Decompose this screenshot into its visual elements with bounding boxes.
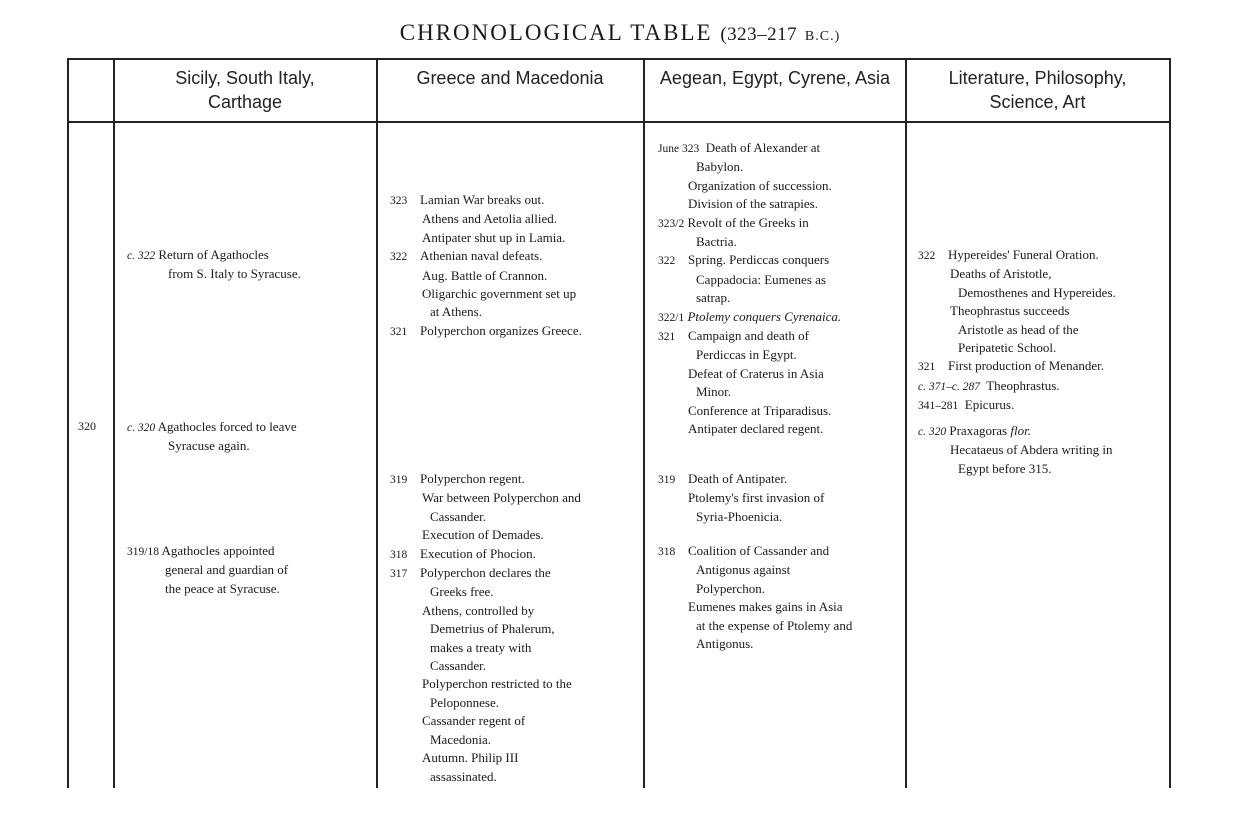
entry-text: flor.: [1010, 423, 1031, 438]
entry-text: Epicurus.: [964, 397, 1015, 413]
entry-text: Peripatetic School.: [958, 340, 1057, 356]
entry-year: c. 320: [127, 422, 156, 434]
header-greece: Greece and Macedonia: [416, 68, 604, 88]
entry-text: Antigonus against: [696, 562, 791, 578]
entry-text: at the expense of Ptolemy and: [696, 617, 853, 633]
col4-entry: [918, 422, 1112, 478]
entry-year: 322: [390, 251, 408, 264]
entry-text: Oligarchic government set up: [422, 286, 577, 302]
entry-text: Campaign and death of: [688, 328, 809, 344]
title-main: CHRONOLOGICAL TABLE: [399, 20, 713, 45]
entry-text: Death of Antipater.: [688, 471, 788, 486]
entry-year: 317: [390, 568, 408, 581]
entry-text: Defeat of Craterus in Asia: [688, 365, 824, 381]
entry-text: Minor.: [696, 384, 732, 400]
entry-year: 322: [918, 250, 936, 262]
table-left-border: [67, 58, 69, 788]
entry-year: 321: [918, 361, 936, 374]
entry-text: Lamian War breaks out.: [420, 192, 545, 207]
entry-text: Demosthenes and Hypereides.: [958, 284, 1116, 300]
entry-year: c. 371–c. 287: [918, 380, 980, 393]
entry-text: Macedonia.: [430, 731, 492, 747]
entry-text: Ptolemy conquers Cyrenaica.: [687, 308, 842, 324]
entry-text: Antipater shut up in Lamia.: [422, 229, 566, 245]
entry-text: Praxagoras: [949, 423, 1008, 438]
column-divider-2: [376, 58, 378, 788]
entry-year: 323: [390, 195, 408, 207]
entry-text: Hypereides' Funeral Oration.: [948, 247, 1099, 262]
table-top-rule: [67, 58, 1170, 60]
col4-entry: [918, 246, 1116, 416]
col3-entry: [658, 470, 824, 526]
page-title: [0, 20, 1240, 46]
entry-text: Return of Agathocles: [158, 247, 269, 262]
entry-text: Antipater declared regent.: [688, 421, 824, 437]
column-divider-1: [113, 58, 115, 788]
header-sicily: Sicily, South Italy, Carthage: [175, 68, 315, 112]
entry-year: 321: [658, 331, 676, 344]
entry-text: Eumenes makes gains in Asia: [688, 599, 843, 615]
entry-year: c. 320: [918, 426, 947, 438]
header-aegean: Aegean, Egypt, Cyrene, Asia: [659, 68, 891, 88]
entry-year: 322: [658, 255, 676, 268]
entry-year: 322/1: [658, 311, 685, 324]
entry-text: Hecataeus of Abdera writing in: [950, 442, 1113, 458]
entry-year: 341–281: [918, 400, 959, 413]
entry-text: Polyperchon organizes Greece.: [420, 322, 582, 338]
entry-text: Conference at Triparadisus.: [688, 402, 832, 418]
entry-text: Cassander.: [430, 508, 486, 524]
entry-text: First production of Menander.: [948, 358, 1104, 374]
entry-text: Egypt before 315.: [958, 460, 1052, 476]
column-divider-3: [643, 58, 645, 788]
entry-text: Deaths of Aristotle,: [950, 266, 1052, 282]
entry-year: 319/18: [127, 546, 159, 558]
entry-text: Antigonus.: [696, 636, 754, 652]
table-header-rule: [67, 121, 1170, 123]
entry-text: Death of Alexander at: [705, 140, 821, 155]
entry-text: Polyperchon regent.: [420, 471, 525, 486]
entry-text: Cassander.: [430, 658, 486, 674]
entry-text: Spring. Perdiccas conquers: [688, 252, 830, 268]
entry-year: 321: [390, 325, 408, 338]
entry-text: Syria-Phoenicia.: [696, 508, 783, 524]
entry-text: makes a treaty with: [430, 639, 532, 655]
entry-text: Cassander regent of: [422, 713, 526, 729]
entry-year: June 323: [658, 143, 700, 155]
table-right-border: [1169, 58, 1171, 788]
entry-text: Peloponnese.: [430, 694, 499, 710]
entry-text: Demetrius of Phalerum,: [430, 621, 555, 637]
entry-text: Coalition of Cassander and: [688, 543, 830, 558]
entry-text: Aug. Battle of Crannon.: [422, 267, 548, 283]
entry-text: general and guardian of: [165, 562, 289, 578]
entry-text: War between Polyperchon and: [422, 490, 581, 506]
entry-text: Execution of Phocion.: [420, 545, 536, 561]
col2-entry: [390, 191, 582, 341]
entry-year: 319: [658, 474, 676, 486]
entry-text: Polyperchon restricted to the: [422, 676, 572, 692]
entry-text: Athens, controlled by: [422, 602, 535, 618]
entry-text: Organization of succession.: [688, 177, 832, 193]
col2-entry: [390, 470, 581, 786]
title-range: (323–217: [720, 24, 798, 45]
entry-text: assassinated.: [430, 768, 497, 784]
entry-text: the peace at Syracuse.: [165, 580, 280, 596]
column-divider-4: [905, 58, 907, 788]
entry-text: Athens and Aetolia allied.: [422, 211, 558, 227]
entry-text: Greeks free.: [430, 584, 494, 600]
col1-entry: [127, 246, 301, 284]
entry-year: 318: [390, 548, 408, 561]
entry-text: Aristotle as head of the: [958, 321, 1079, 337]
entry-text: Division of the satrapies.: [688, 196, 818, 212]
header-literature: Literature, Philosophy, Science, Art: [948, 68, 1127, 112]
col1-entry: [127, 542, 288, 598]
entry-year: 318: [658, 546, 676, 558]
entry-text: Syracuse again.: [168, 438, 250, 454]
entry-text: Athenian naval defeats.: [420, 248, 543, 264]
entry-year: c. 322: [127, 250, 156, 262]
entry-text: Revolt of the Greeks in: [687, 214, 809, 230]
entry-text: Theophrastus succeeds: [950, 303, 1070, 319]
entry-text: satrap.: [696, 290, 731, 306]
entry-text: at Athens.: [430, 304, 482, 320]
year-marker: 320: [78, 419, 96, 433]
entry-text: from S. Italy to Syracuse.: [168, 266, 301, 282]
title-bc: B.C.): [804, 29, 841, 44]
entry-text: Execution of Demades.: [422, 527, 544, 543]
col3-entry: [658, 139, 841, 439]
entry-text: Autumn. Philip III: [422, 750, 519, 766]
entry-text: Theophrastus.: [986, 377, 1060, 393]
entry-text: Agathocles forced to leave: [157, 419, 297, 434]
entry-text: Polyperchon.: [696, 580, 765, 596]
entry-text: Perdiccas in Egypt.: [696, 347, 797, 363]
entry-text: Polyperchon declares the: [420, 565, 551, 581]
entry-text: Babylon.: [696, 159, 744, 175]
entry-year: 323/2: [658, 217, 685, 230]
entry-text: Ptolemy's first invasion of: [688, 490, 825, 506]
entry-text: Bactria.: [696, 234, 737, 250]
entry-year: 319: [390, 474, 408, 486]
entry-text: Cappadocia: Eumenes as: [696, 271, 826, 287]
col1-entry: [127, 418, 297, 456]
entry-text: Agathocles appointed: [161, 543, 275, 558]
col3-entry: [658, 542, 852, 653]
